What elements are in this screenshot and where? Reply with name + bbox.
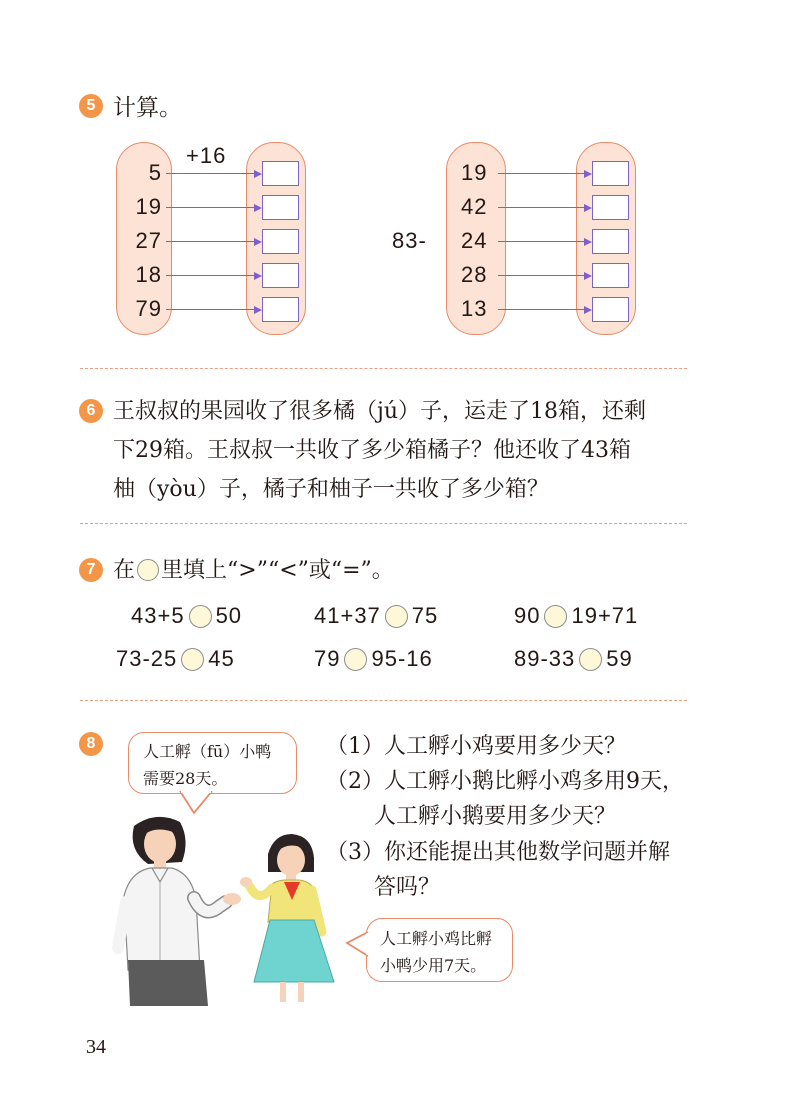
section-divider (80, 523, 687, 524)
answer-box[interactable] (262, 229, 299, 254)
comparison-right: 59 (606, 646, 633, 671)
subquestion-2 (326, 764, 684, 800)
subquestion-line: 人工孵小鸡要用多少天？ (384, 734, 627, 759)
right-input-number: 28 (461, 262, 488, 287)
teacher-figure (118, 817, 241, 1006)
arrow-head-icon (254, 170, 262, 178)
circle-icon (137, 559, 159, 581)
comparison-item (131, 603, 242, 629)
arrow-head-icon (254, 238, 262, 246)
question-8-number: 8 (79, 732, 103, 756)
question-5-title: 计算。 (113, 95, 182, 121)
arrow-line (166, 207, 254, 208)
section-divider (80, 700, 687, 701)
right-input-number: 24 (461, 228, 488, 253)
comparison-answer-circle[interactable] (189, 605, 212, 628)
right-input-number: 13 (461, 296, 488, 321)
right-input-number: 19 (461, 160, 488, 185)
subquestion-3-continued: 答吗？ (374, 875, 441, 900)
comparison-right: 95-16 (371, 646, 433, 671)
left-input-number: 5 (148, 160, 162, 185)
answer-box[interactable] (592, 263, 629, 288)
comparison-item (314, 646, 433, 672)
comparison-item (514, 646, 633, 672)
arrow-line (498, 207, 584, 208)
subquestion-line: 你还能提出其他数学问题并解 (384, 840, 671, 865)
arrow-line (498, 173, 584, 174)
bubble-line: 需要28天。 (143, 769, 228, 788)
arrow-line (166, 309, 254, 310)
section-divider (80, 368, 687, 369)
teacher-speech-bubble (128, 732, 297, 794)
answer-box[interactable] (592, 229, 629, 254)
comparison-left: 43+5 (131, 603, 185, 628)
comparison-answer-circle[interactable] (181, 648, 204, 671)
arrow-line (166, 275, 254, 276)
comparison-answer-circle[interactable] (544, 605, 567, 628)
subquestion-number: （1） (326, 734, 384, 759)
left-operation-label: +16 (186, 143, 227, 168)
question-6-line: 王叔叔的果园收了很多橘（jú）子，运走了18箱，还剩 (113, 399, 646, 424)
subquestion-3 (326, 835, 670, 871)
comparison-answer-circle[interactable] (579, 648, 602, 671)
arrow-head-icon (584, 272, 592, 280)
arrow-head-icon (584, 170, 592, 178)
answer-box[interactable] (592, 161, 629, 186)
comparison-answer-circle[interactable] (385, 605, 408, 628)
arrow-head-icon (584, 306, 592, 314)
arrow-head-icon (254, 204, 262, 212)
answer-box[interactable] (262, 263, 299, 288)
bubble-line: 人工孵（fū）小鸭 (143, 742, 272, 761)
subquestion-1 (326, 729, 626, 765)
page-number: 34 (86, 1036, 106, 1058)
comparison-right: 45 (208, 646, 235, 671)
subquestion-number: （3） (326, 840, 384, 865)
arrow-head-icon (254, 272, 262, 280)
teacher-and-student-illustration (108, 810, 340, 1006)
arrow-head-icon (584, 238, 592, 246)
comparison-item (514, 603, 638, 629)
answer-box[interactable] (262, 195, 299, 220)
comparison-left: 41+37 (314, 603, 381, 628)
subquestion-number: （2） (326, 769, 384, 794)
question-6-number: 6 (79, 399, 103, 423)
question-7-number: 7 (79, 558, 103, 582)
question-5-number: 5 (79, 94, 103, 118)
arrow-line (498, 275, 584, 276)
girl-speech-bubble (366, 918, 513, 982)
question-6-line: 柚（yòu）子，橘子和柚子一共收了多少箱？ (113, 477, 549, 502)
answer-box[interactable] (262, 161, 299, 186)
answer-box[interactable] (262, 297, 299, 322)
bubble-line: 小鸭少用7天。 (380, 956, 487, 975)
comparison-item (116, 646, 235, 672)
left-input-number: 19 (135, 194, 162, 219)
arrow-line (166, 241, 254, 242)
comparison-answer-circle[interactable] (344, 648, 367, 671)
arrow-head-icon (254, 306, 262, 314)
question-6-text (113, 392, 703, 509)
girl-figure (240, 834, 334, 1002)
subquestion-2-continued: 人工孵小鹅要用多少天？ (374, 804, 617, 829)
comparison-right: 75 (411, 603, 439, 628)
left-input-number: 18 (135, 262, 162, 287)
right-operation-label: 83- (392, 228, 427, 253)
left-input-number: 27 (135, 228, 162, 253)
answer-box[interactable] (592, 297, 629, 322)
question-7-suffix: 里填上“>”“<”或“=”。 (161, 558, 394, 583)
arrow-head-icon (584, 204, 592, 212)
arrow-line (498, 241, 584, 242)
bubble-tail-icon (345, 928, 371, 962)
comparison-left: 89-33 (514, 646, 576, 671)
arrow-line (166, 173, 254, 174)
comparison-left: 73-25 (116, 646, 178, 671)
comparison-left: 90 (514, 603, 541, 628)
arrow-line (498, 309, 584, 310)
comparison-right: 50 (215, 603, 243, 628)
right-input-number: 42 (461, 194, 488, 219)
comparison-item (314, 603, 438, 629)
answer-box[interactable] (592, 195, 629, 220)
question-7-title (113, 553, 394, 584)
question-6-line: 下29箱。王叔叔一共收了多少箱橘子？他还收了43箱 (113, 438, 631, 463)
comparison-right: 19+71 (571, 603, 639, 628)
question-7-prefix: 在 (113, 558, 136, 583)
left-input-number: 79 (135, 296, 162, 321)
comparison-left: 79 (314, 646, 341, 671)
bubble-line: 人工孵小鸡比孵 (380, 929, 493, 948)
subquestion-line: 人工孵小鹅比孵小鸡多用9天， (384, 769, 684, 794)
